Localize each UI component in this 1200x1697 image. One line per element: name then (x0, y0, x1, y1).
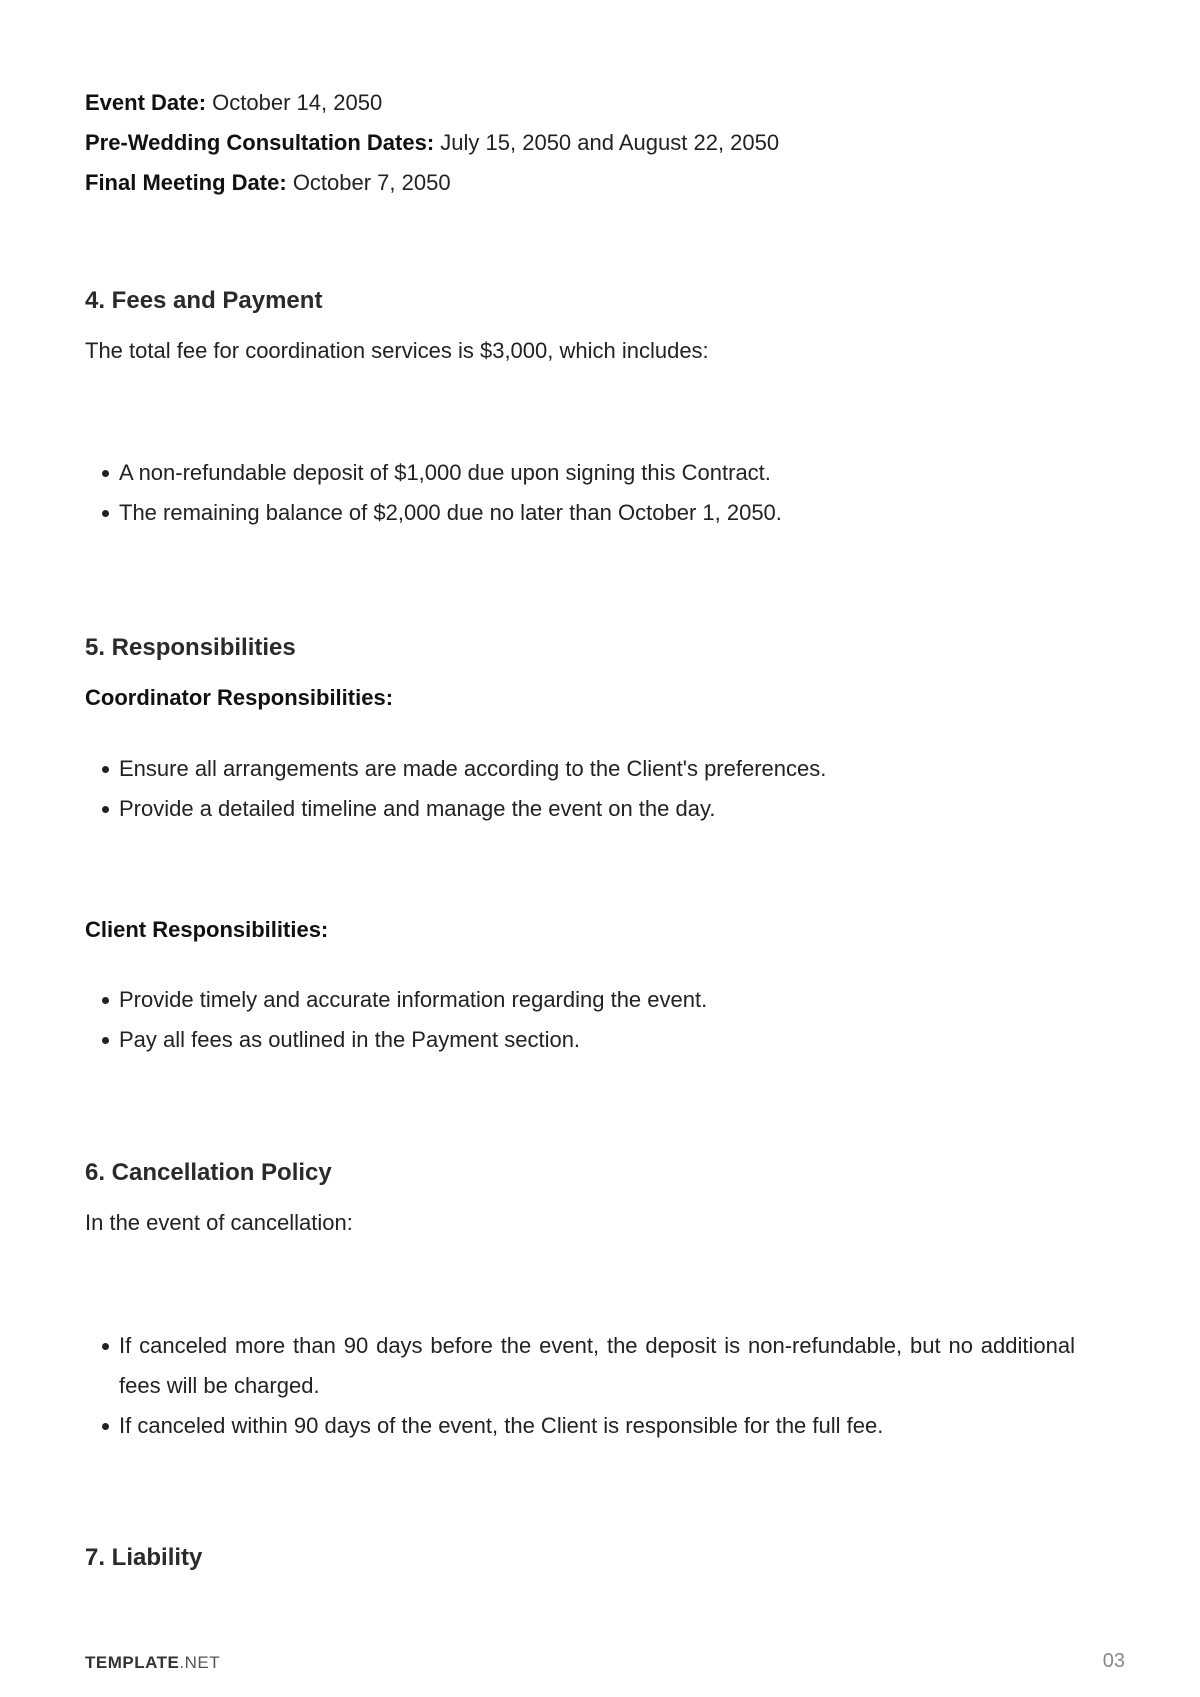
page-number: 03 (1102, 1650, 1125, 1672)
bullet-icon (102, 766, 109, 773)
final-meeting-date-value: October 7, 2050 (292, 170, 451, 195)
liability-heading: 7. Liability (85, 1544, 203, 1571)
cancellation-list (85, 1326, 1075, 1446)
coordinator-responsibilities-list (85, 749, 1075, 829)
list-item: Provide timely and accurate information regarding the event. (85, 980, 1075, 1020)
event-date-value: October 14, 2050 (212, 90, 383, 115)
consultation-dates-line (85, 128, 779, 158)
bullet-icon (102, 1343, 109, 1350)
template-net-logo: TEMPLATE.NET (85, 1653, 221, 1672)
list-item: A non-refundable deposit of $1,000 due upon signing this Contract. (85, 453, 1075, 493)
list-item: If canceled within 90 days of the event, the Client is responsible for the full fee. (85, 1406, 1075, 1446)
bullet-icon (102, 997, 109, 1004)
list-item: If canceled more than 90 days before the event, the deposit is non-refundable, but no additional fees will be charged. (85, 1326, 1075, 1406)
list-item: Ensure all arrangements are made according to the Client's preferences. (85, 749, 1075, 789)
responsibilities-heading: 5. Responsibilities (85, 634, 296, 661)
final-meeting-date-line (85, 168, 451, 198)
fees-intro: The total fee for coordination services is $3,000, which includes: (85, 338, 709, 363)
client-responsibilities-heading: Client Responsibilities: (85, 917, 329, 942)
fees-heading: 4. Fees and Payment (85, 287, 323, 314)
list-item: The remaining balance of $2,000 due no later than October 1, 2050. (85, 493, 1075, 533)
bullet-icon (102, 806, 109, 813)
bullet-icon (102, 1037, 109, 1044)
consultation-dates-value: July 15, 2050 and August 22, 2050 (440, 130, 780, 155)
final-meeting-date-label: Final Meeting Date: (85, 170, 287, 195)
list-item: Provide a detailed timeline and manage the event on the day. (85, 789, 1075, 829)
cancellation-intro: In the event of cancellation: (85, 1210, 353, 1235)
fees-list (85, 453, 1075, 533)
bullet-icon (102, 1423, 109, 1430)
list-item: Pay all fees as outlined in the Payment section. (85, 1020, 1075, 1060)
event-date-line (85, 88, 382, 118)
coordinator-responsibilities-heading: Coordinator Responsibilities: (85, 685, 394, 710)
client-responsibilities-list (85, 980, 1075, 1060)
cancellation-heading: 6. Cancellation Policy (85, 1159, 332, 1186)
bullet-icon (102, 510, 109, 517)
consultation-dates-label: Pre-Wedding Consultation Dates: (85, 130, 435, 155)
event-date-label: Event Date: (85, 90, 207, 115)
bullet-icon (102, 470, 109, 477)
